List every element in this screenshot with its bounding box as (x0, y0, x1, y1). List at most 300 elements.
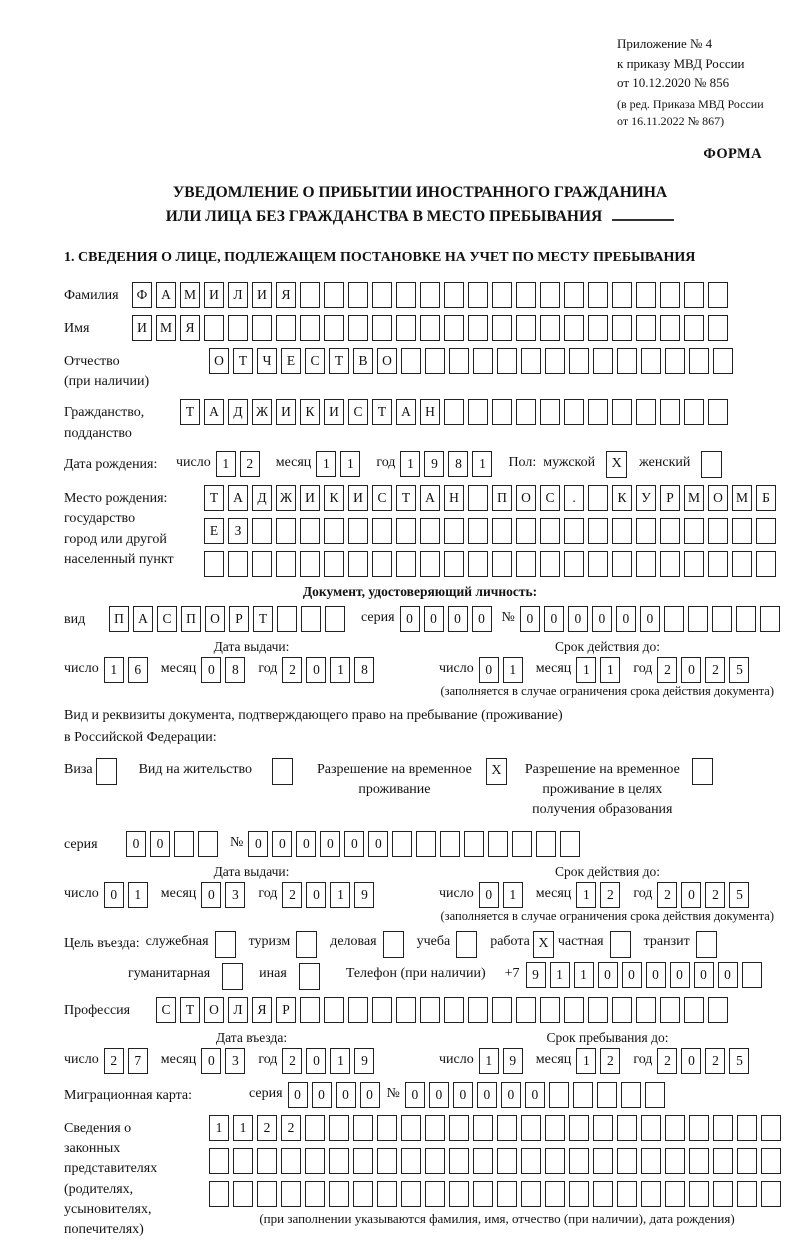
purpose-option-checkbox[interactable] (696, 931, 717, 958)
char-cell[interactable] (597, 1082, 617, 1108)
char-cell[interactable]: 0 (616, 606, 636, 632)
char-cell[interactable]: 0 (640, 606, 660, 632)
char-cell[interactable] (348, 551, 368, 577)
char-cell[interactable] (636, 282, 656, 308)
char-cell[interactable]: Я (180, 315, 200, 341)
char-cell[interactable] (756, 518, 776, 544)
char-cell[interactable]: Р (276, 997, 296, 1023)
char-cell[interactable]: Т (180, 399, 200, 425)
char-cell[interactable] (276, 315, 296, 341)
char-cell[interactable]: 0 (344, 831, 364, 857)
char-cell[interactable] (684, 518, 704, 544)
char-cell[interactable] (420, 282, 440, 308)
char-cell[interactable]: О (377, 348, 397, 374)
char-cell[interactable] (449, 1115, 469, 1141)
purpose-option-checkbox[interactable] (299, 963, 320, 990)
char-cell[interactable] (708, 518, 728, 544)
char-cell[interactable] (708, 997, 728, 1023)
char-cell[interactable] (540, 399, 560, 425)
char-cell[interactable] (737, 1148, 757, 1174)
char-cell[interactable] (612, 282, 632, 308)
char-cell[interactable] (588, 997, 608, 1023)
purpose-option-checkbox[interactable] (296, 931, 317, 958)
char-cell[interactable] (761, 1181, 781, 1207)
char-cell[interactable] (276, 518, 296, 544)
char-cell[interactable] (305, 1181, 325, 1207)
char-cell[interactable] (281, 1148, 301, 1174)
char-cell[interactable] (564, 551, 584, 577)
char-cell[interactable]: 0 (405, 1082, 425, 1108)
char-cell[interactable] (444, 518, 464, 544)
char-cell[interactable] (540, 551, 560, 577)
char-cell[interactable]: Д (252, 485, 272, 511)
char-cell[interactable]: М (684, 485, 704, 511)
char-cell[interactable] (540, 518, 560, 544)
char-cell[interactable] (396, 518, 416, 544)
char-cell[interactable] (593, 1115, 613, 1141)
char-cell[interactable] (665, 348, 685, 374)
char-cell[interactable]: Т (329, 348, 349, 374)
char-cell[interactable] (372, 551, 392, 577)
char-cell[interactable]: 1 (503, 882, 523, 908)
char-cell[interactable]: 1 (576, 1048, 596, 1074)
char-cell[interactable]: 0 (592, 606, 612, 632)
char-cell[interactable] (473, 1181, 493, 1207)
char-cell[interactable]: Р (660, 485, 680, 511)
char-cell[interactable]: И (204, 282, 224, 308)
char-cell[interactable]: 0 (472, 606, 492, 632)
char-cell[interactable] (660, 551, 680, 577)
char-cell[interactable] (588, 518, 608, 544)
char-cell[interactable] (464, 831, 484, 857)
char-cell[interactable] (688, 606, 708, 632)
char-cell[interactable] (396, 315, 416, 341)
char-cell[interactable] (396, 551, 416, 577)
char-cell[interactable] (636, 997, 656, 1023)
char-cell[interactable]: А (420, 485, 440, 511)
char-cell[interactable] (449, 1148, 469, 1174)
char-cell[interactable] (713, 1148, 733, 1174)
char-cell[interactable]: Т (396, 485, 416, 511)
char-cell[interactable] (641, 348, 661, 374)
char-cell[interactable] (684, 399, 704, 425)
char-cell[interactable] (425, 1148, 445, 1174)
char-cell[interactable]: Т (253, 606, 273, 632)
char-cell[interactable]: 0 (448, 606, 468, 632)
char-cell[interactable] (301, 606, 321, 632)
char-cell[interactable] (353, 1148, 373, 1174)
purpose-option-checkbox[interactable] (456, 931, 477, 958)
char-cell[interactable]: У (636, 485, 656, 511)
char-cell[interactable] (329, 1148, 349, 1174)
char-cell[interactable]: Е (281, 348, 301, 374)
char-cell[interactable]: С (348, 399, 368, 425)
char-cell[interactable] (492, 399, 512, 425)
female-checkbox[interactable] (701, 451, 722, 478)
char-cell[interactable]: Т (372, 399, 392, 425)
char-cell[interactable]: 1 (576, 657, 596, 683)
char-cell[interactable]: И (276, 399, 296, 425)
char-cell[interactable] (396, 997, 416, 1023)
char-cell[interactable] (545, 1181, 565, 1207)
char-cell[interactable] (348, 315, 368, 341)
char-cell[interactable]: С (540, 485, 560, 511)
char-cell[interactable] (713, 1115, 733, 1141)
char-cell[interactable] (257, 1148, 277, 1174)
char-cell[interactable] (684, 997, 704, 1023)
char-cell[interactable]: Р (229, 606, 249, 632)
char-cell[interactable] (665, 1181, 685, 1207)
char-cell[interactable] (612, 315, 632, 341)
char-cell[interactable] (621, 1082, 641, 1108)
char-cell[interactable] (756, 551, 776, 577)
char-cell[interactable]: 0 (150, 831, 170, 857)
char-cell[interactable]: 2 (257, 1115, 277, 1141)
char-cell[interactable]: 0 (201, 882, 221, 908)
char-cell[interactable] (660, 282, 680, 308)
char-cell[interactable] (468, 997, 488, 1023)
char-cell[interactable]: 1 (330, 1048, 350, 1074)
char-cell[interactable] (593, 348, 613, 374)
char-cell[interactable]: О (708, 485, 728, 511)
char-cell[interactable] (348, 997, 368, 1023)
char-cell[interactable] (617, 1181, 637, 1207)
char-cell[interactable] (521, 1181, 541, 1207)
char-cell[interactable] (497, 1148, 517, 1174)
char-cell[interactable]: С (305, 348, 325, 374)
char-cell[interactable]: 0 (681, 1048, 701, 1074)
char-cell[interactable] (708, 315, 728, 341)
char-cell[interactable]: 2 (600, 1048, 620, 1074)
char-cell[interactable] (444, 551, 464, 577)
char-cell[interactable]: Т (180, 997, 200, 1023)
char-cell[interactable] (252, 518, 272, 544)
char-cell[interactable] (684, 315, 704, 341)
char-cell[interactable]: 7 (128, 1048, 148, 1074)
char-cell[interactable]: 0 (622, 962, 642, 988)
char-cell[interactable] (425, 348, 445, 374)
char-cell[interactable]: 0 (670, 962, 690, 988)
char-cell[interactable] (564, 399, 584, 425)
char-cell[interactable]: 1 (330, 882, 350, 908)
char-cell[interactable]: О (209, 348, 229, 374)
char-cell[interactable] (198, 831, 218, 857)
char-cell[interactable] (684, 282, 704, 308)
char-cell[interactable] (233, 1181, 253, 1207)
char-cell[interactable] (377, 1115, 397, 1141)
char-cell[interactable]: 1 (600, 657, 620, 683)
char-cell[interactable] (324, 551, 344, 577)
char-cell[interactable]: Д (228, 399, 248, 425)
char-cell[interactable] (324, 997, 344, 1023)
char-cell[interactable] (689, 1115, 709, 1141)
char-cell[interactable] (300, 997, 320, 1023)
char-cell[interactable]: 2 (600, 882, 620, 908)
char-cell[interactable] (636, 551, 656, 577)
char-cell[interactable] (564, 282, 584, 308)
char-cell[interactable]: А (133, 606, 153, 632)
char-cell[interactable] (560, 831, 580, 857)
char-cell[interactable]: 0 (306, 657, 326, 683)
char-cell[interactable] (492, 315, 512, 341)
char-cell[interactable]: Л (228, 282, 248, 308)
char-cell[interactable] (761, 1148, 781, 1174)
char-cell[interactable] (377, 1148, 397, 1174)
char-cell[interactable] (473, 348, 493, 374)
char-cell[interactable]: 0 (501, 1082, 521, 1108)
char-cell[interactable] (549, 1082, 569, 1108)
char-cell[interactable]: 2 (705, 657, 725, 683)
char-cell[interactable] (660, 315, 680, 341)
char-cell[interactable] (593, 1148, 613, 1174)
char-cell[interactable] (468, 518, 488, 544)
char-cell[interactable] (612, 518, 632, 544)
char-cell[interactable]: 9 (354, 882, 374, 908)
char-cell[interactable]: 0 (544, 606, 564, 632)
char-cell[interactable] (257, 1181, 277, 1207)
char-cell[interactable] (540, 997, 560, 1023)
char-cell[interactable] (209, 1181, 229, 1207)
char-cell[interactable] (617, 348, 637, 374)
char-cell[interactable]: В (353, 348, 373, 374)
char-cell[interactable]: 2 (282, 657, 302, 683)
char-cell[interactable] (737, 1181, 757, 1207)
char-cell[interactable] (444, 282, 464, 308)
char-cell[interactable]: 1 (316, 451, 336, 477)
char-cell[interactable]: 0 (479, 882, 499, 908)
char-cell[interactable]: А (396, 399, 416, 425)
char-cell[interactable]: Т (233, 348, 253, 374)
char-cell[interactable]: Л (228, 997, 248, 1023)
char-cell[interactable]: 9 (354, 1048, 374, 1074)
char-cell[interactable] (492, 997, 512, 1023)
char-cell[interactable]: 0 (424, 606, 444, 632)
char-cell[interactable] (324, 282, 344, 308)
char-cell[interactable]: 0 (201, 1048, 221, 1074)
char-cell[interactable] (444, 315, 464, 341)
char-cell[interactable] (660, 399, 680, 425)
char-cell[interactable] (377, 1181, 397, 1207)
char-cell[interactable] (521, 348, 541, 374)
char-cell[interactable] (392, 831, 412, 857)
edu-residence-checkbox[interactable] (692, 758, 713, 785)
char-cell[interactable]: 1 (340, 451, 360, 477)
char-cell[interactable] (372, 997, 392, 1023)
char-cell[interactable] (708, 282, 728, 308)
char-cell[interactable] (348, 282, 368, 308)
char-cell[interactable] (324, 315, 344, 341)
char-cell[interactable] (516, 997, 536, 1023)
char-cell[interactable] (372, 282, 392, 308)
char-cell[interactable]: 2 (657, 657, 677, 683)
char-cell[interactable] (372, 315, 392, 341)
char-cell[interactable] (617, 1115, 637, 1141)
char-cell[interactable]: Н (444, 485, 464, 511)
char-cell[interactable] (492, 282, 512, 308)
char-cell[interactable] (689, 1181, 709, 1207)
char-cell[interactable]: 5 (729, 657, 749, 683)
char-cell[interactable] (324, 518, 344, 544)
char-cell[interactable]: 0 (568, 606, 588, 632)
char-cell[interactable] (660, 518, 680, 544)
char-cell[interactable]: З (228, 518, 248, 544)
char-cell[interactable]: 0 (296, 831, 316, 857)
char-cell[interactable] (516, 551, 536, 577)
char-cell[interactable] (545, 1148, 565, 1174)
char-cell[interactable]: 2 (240, 451, 260, 477)
char-cell[interactable]: . (564, 485, 584, 511)
char-cell[interactable]: 9 (503, 1048, 523, 1074)
char-cell[interactable]: П (181, 606, 201, 632)
char-cell[interactable] (300, 551, 320, 577)
char-cell[interactable]: П (492, 485, 512, 511)
char-cell[interactable]: 3 (225, 1048, 245, 1074)
char-cell[interactable] (416, 831, 436, 857)
char-cell[interactable] (540, 282, 560, 308)
char-cell[interactable]: Ф (132, 282, 152, 308)
char-cell[interactable]: 0 (400, 606, 420, 632)
char-cell[interactable]: И (252, 282, 272, 308)
char-cell[interactable] (329, 1115, 349, 1141)
char-cell[interactable]: 1 (104, 657, 124, 683)
temp-residence-checkbox[interactable]: X (486, 758, 507, 785)
char-cell[interactable]: 9 (424, 451, 444, 477)
char-cell[interactable] (665, 1148, 685, 1174)
char-cell[interactable] (204, 551, 224, 577)
char-cell[interactable]: С (157, 606, 177, 632)
char-cell[interactable]: Е (204, 518, 224, 544)
char-cell[interactable] (545, 348, 565, 374)
char-cell[interactable] (588, 282, 608, 308)
char-cell[interactable]: А (204, 399, 224, 425)
char-cell[interactable] (564, 997, 584, 1023)
char-cell[interactable]: 1 (574, 962, 594, 988)
char-cell[interactable] (713, 348, 733, 374)
char-cell[interactable] (488, 831, 508, 857)
char-cell[interactable] (252, 551, 272, 577)
char-cell[interactable]: К (324, 485, 344, 511)
char-cell[interactable] (449, 1181, 469, 1207)
char-cell[interactable] (684, 551, 704, 577)
char-cell[interactable] (420, 551, 440, 577)
char-cell[interactable] (325, 606, 345, 632)
char-cell[interactable] (742, 962, 762, 988)
char-cell[interactable] (444, 997, 464, 1023)
char-cell[interactable] (468, 485, 488, 511)
char-cell[interactable] (564, 518, 584, 544)
char-cell[interactable] (492, 518, 512, 544)
char-cell[interactable]: 0 (272, 831, 292, 857)
char-cell[interactable]: И (348, 485, 368, 511)
purpose-option-checkbox[interactable] (215, 931, 236, 958)
char-cell[interactable] (512, 831, 532, 857)
char-cell[interactable] (617, 1148, 637, 1174)
char-cell[interactable]: М (180, 282, 200, 308)
char-cell[interactable] (516, 518, 536, 544)
char-cell[interactable]: 1 (400, 451, 420, 477)
char-cell[interactable] (516, 315, 536, 341)
purpose-option-checkbox[interactable] (610, 931, 631, 958)
char-cell[interactable]: 0 (248, 831, 268, 857)
char-cell[interactable]: 0 (646, 962, 666, 988)
char-cell[interactable]: 5 (729, 882, 749, 908)
char-cell[interactable] (665, 1115, 685, 1141)
purpose-option-checkbox[interactable]: X (533, 931, 554, 958)
char-cell[interactable] (276, 551, 296, 577)
char-cell[interactable] (300, 518, 320, 544)
char-cell[interactable]: 0 (306, 1048, 326, 1074)
char-cell[interactable] (732, 518, 752, 544)
char-cell[interactable] (468, 315, 488, 341)
char-cell[interactable]: 0 (681, 657, 701, 683)
char-cell[interactable] (588, 485, 608, 511)
char-cell[interactable] (473, 1148, 493, 1174)
char-cell[interactable] (420, 315, 440, 341)
char-cell[interactable] (641, 1148, 661, 1174)
char-cell[interactable] (588, 315, 608, 341)
char-cell[interactable] (174, 831, 194, 857)
char-cell[interactable] (228, 315, 248, 341)
char-cell[interactable] (492, 551, 512, 577)
char-cell[interactable]: 8 (354, 657, 374, 683)
char-cell[interactable]: 1 (216, 451, 236, 477)
char-cell[interactable] (497, 1115, 517, 1141)
char-cell[interactable]: 2 (657, 1048, 677, 1074)
char-cell[interactable] (300, 282, 320, 308)
char-cell[interactable] (468, 282, 488, 308)
char-cell[interactable]: 0 (598, 962, 618, 988)
char-cell[interactable]: 0 (320, 831, 340, 857)
char-cell[interactable] (545, 1115, 565, 1141)
residence-permit-checkbox[interactable] (272, 758, 293, 785)
char-cell[interactable]: 1 (576, 882, 596, 908)
char-cell[interactable]: 1 (128, 882, 148, 908)
char-cell[interactable]: 2 (657, 882, 677, 908)
char-cell[interactable]: 2 (282, 1048, 302, 1074)
char-cell[interactable] (660, 997, 680, 1023)
char-cell[interactable]: М (156, 315, 176, 341)
char-cell[interactable] (305, 1115, 325, 1141)
char-cell[interactable]: 0 (104, 882, 124, 908)
char-cell[interactable] (353, 1115, 373, 1141)
char-cell[interactable] (497, 1181, 517, 1207)
char-cell[interactable] (689, 348, 709, 374)
char-cell[interactable]: К (300, 399, 320, 425)
char-cell[interactable]: Т (204, 485, 224, 511)
char-cell[interactable] (396, 282, 416, 308)
char-cell[interactable]: Б (756, 485, 776, 511)
char-cell[interactable] (713, 1181, 733, 1207)
char-cell[interactable] (420, 518, 440, 544)
visa-checkbox[interactable] (96, 758, 117, 785)
char-cell[interactable] (468, 399, 488, 425)
char-cell[interactable]: С (156, 997, 176, 1023)
char-cell[interactable] (329, 1181, 349, 1207)
char-cell[interactable]: М (732, 485, 752, 511)
char-cell[interactable]: 9 (526, 962, 546, 988)
char-cell[interactable]: 0 (453, 1082, 473, 1108)
char-cell[interactable] (401, 348, 421, 374)
char-cell[interactable] (252, 315, 272, 341)
char-cell[interactable] (732, 551, 752, 577)
char-cell[interactable]: 1 (209, 1115, 229, 1141)
char-cell[interactable]: О (516, 485, 536, 511)
char-cell[interactable] (209, 1148, 229, 1174)
char-cell[interactable]: 0 (520, 606, 540, 632)
char-cell[interactable]: О (205, 606, 225, 632)
char-cell[interactable]: 0 (718, 962, 738, 988)
char-cell[interactable]: 0 (336, 1082, 356, 1108)
